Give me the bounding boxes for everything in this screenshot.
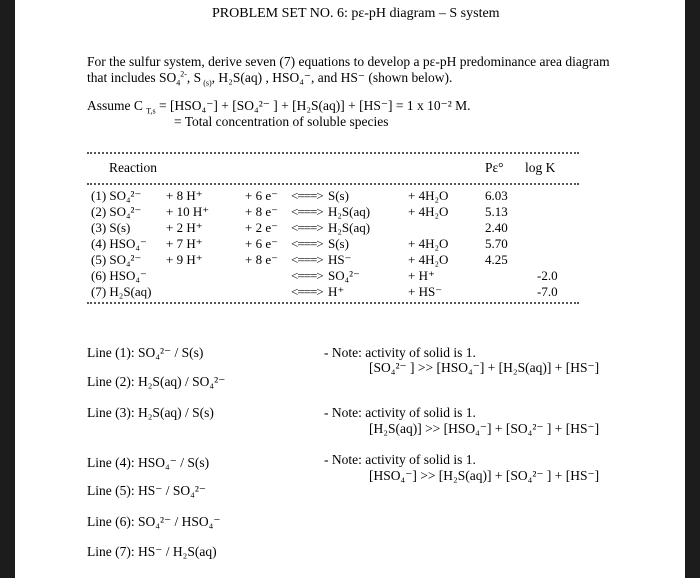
line-1: Line (1): SO₄²⁻ / S(s)	[87, 345, 204, 360]
table-cell: + 8 H⁺	[166, 188, 203, 203]
assume-equation: Assume C $_{T,s}$ = [HSO₄⁻] + [SO₄²⁻ ] + [H₂S(aq)] + [HS⁻] = 1 x 10⁻² M.	[87, 98, 471, 116]
table-cell	[537, 204, 558, 220]
electron-column	[245, 188, 278, 300]
table-cell: + 6 e⁻	[245, 236, 278, 251]
table-cell: (2) SO₄²⁻	[91, 204, 142, 219]
table-cell: + HS⁻	[408, 284, 443, 299]
table-rule-bottom	[87, 302, 579, 304]
table-cell: + 7 H⁺	[166, 236, 203, 251]
header-reaction: Reaction	[109, 160, 157, 175]
table-cell	[537, 220, 558, 236]
table-cell: 4.25	[485, 252, 508, 267]
table-cell	[485, 284, 508, 300]
table-cell: S(s)	[328, 236, 349, 251]
table-cell: 5.13	[485, 204, 508, 219]
table-cell	[166, 284, 209, 300]
line-3: Line (3): H₂S(aq) / S(s)	[87, 405, 214, 420]
table-cell: 5.70	[485, 236, 508, 251]
logk-column	[537, 188, 558, 300]
table-cell: 6.03	[485, 188, 508, 203]
table-cell: S(s)	[328, 188, 349, 203]
header-pe0: Pε°	[485, 160, 504, 175]
table-cell	[245, 268, 278, 284]
assume-note: = Total concentration of soluble species	[174, 114, 389, 129]
table-cell	[537, 188, 558, 204]
table-cell: <===>	[291, 284, 323, 299]
table-cell: + 4H₂O	[408, 236, 449, 251]
arrow-column	[291, 188, 323, 300]
document-page	[15, 0, 685, 578]
pe0-column	[485, 188, 508, 300]
table-cell: + 8 e⁻	[245, 252, 278, 267]
note-2-label: - Note: activity of solid is 1.	[324, 405, 476, 420]
table-cell	[537, 252, 558, 268]
proton-column	[166, 188, 209, 300]
line-4: Line (4): HSO₄⁻ / S(s)	[87, 455, 210, 470]
left-frame	[0, 0, 15, 578]
table-cell: + 2 e⁻	[245, 220, 278, 235]
extra-column	[408, 188, 448, 300]
table-cell: <===>	[291, 268, 323, 283]
table-cell	[537, 236, 558, 252]
table-cell: -2.0	[537, 268, 558, 283]
table-cell	[166, 268, 209, 284]
reactant-column	[91, 188, 152, 300]
table-cell: H⁺	[328, 284, 345, 299]
table-cell: -7.0	[537, 284, 558, 299]
note-3-label: - Note: activity of solid is 1.	[324, 452, 476, 467]
table-cell: (4) HSO₄⁻	[91, 236, 147, 251]
table-cell: <===>	[291, 204, 323, 219]
table-cell: + 4H₂O	[408, 188, 449, 203]
table-cell	[485, 268, 508, 284]
table-rule-mid	[87, 183, 579, 185]
table-cell: + 10 H⁺	[166, 204, 210, 219]
table-cell: + 4H₂O	[408, 204, 449, 219]
table-cell: <===>	[291, 252, 323, 267]
table-cell	[245, 284, 278, 300]
intro-line-1: For the sulfur system, derive seven (7) equations to develop a pε-pH predominance area diagram	[87, 54, 610, 69]
line-6: Line (6): SO₄²⁻ / HSO₄⁻	[87, 514, 221, 529]
table-cell: + 8 e⁻	[245, 204, 278, 219]
table-cell: + 9 H⁺	[166, 252, 203, 267]
table-cell: (7) H₂S(aq)	[91, 284, 152, 299]
note-2-detail: [H₂S(aq)] >> [HSO₄⁻] + [SO₄²⁻ ] + [HS⁻]	[369, 421, 600, 436]
table-cell: H₂S(aq)	[328, 204, 371, 219]
product-column	[328, 188, 370, 300]
note-3-detail: [HSO₄⁻] >> [H₂S(aq)] + [SO₄²⁻ ] + [HS⁻]	[369, 468, 600, 483]
table-cell: <===>	[291, 188, 323, 203]
table-cell: (3) S(s)	[91, 220, 131, 235]
note-1-detail: [SO₄²⁻ ] >> [HSO₄⁻] + [H₂S(aq)] + [HS⁻]	[369, 360, 600, 375]
page-title: PROBLEM SET NO. 6: pε-pH diagram – S system	[212, 6, 500, 21]
line-5: Line (5): HS⁻ / SO₄²⁻	[87, 483, 207, 498]
table-cell: <===>	[291, 236, 323, 251]
table-cell: + 6 e⁻	[245, 188, 278, 203]
line-7: Line (7): HS⁻ / H₂S(aq)	[87, 544, 217, 559]
table-cell: + 4H₂O	[408, 252, 449, 267]
table-cell: <===>	[291, 220, 323, 235]
table-cell: + 2 H⁺	[166, 220, 203, 235]
table-cell: 2.40	[485, 220, 508, 235]
header-logk: log K	[525, 160, 556, 175]
table-cell	[408, 220, 448, 236]
table-cell: (1) SO₄²⁻	[91, 188, 142, 203]
table-cell: (5) SO₄²⁻	[91, 252, 142, 267]
table-cell: H₂S(aq)	[328, 220, 371, 235]
table-rule-top	[87, 152, 579, 154]
right-frame	[685, 0, 700, 578]
note-1-label: - Note: activity of solid is 1.	[324, 345, 476, 360]
intro-line-2: that includes $SO_4^{2-}$, S $_{(s)}$, H₂S(aq) , HSO₄⁻, and HS⁻ (shown below).	[87, 69, 453, 88]
table-cell: (6) HSO₄⁻	[91, 268, 147, 283]
line-2: Line (2): H₂S(aq) / SO₄²⁻	[87, 374, 226, 389]
table-cell: HS⁻	[328, 252, 352, 267]
table-cell: + H⁺	[408, 268, 435, 283]
table-cell: SO₄²⁻	[328, 268, 360, 283]
